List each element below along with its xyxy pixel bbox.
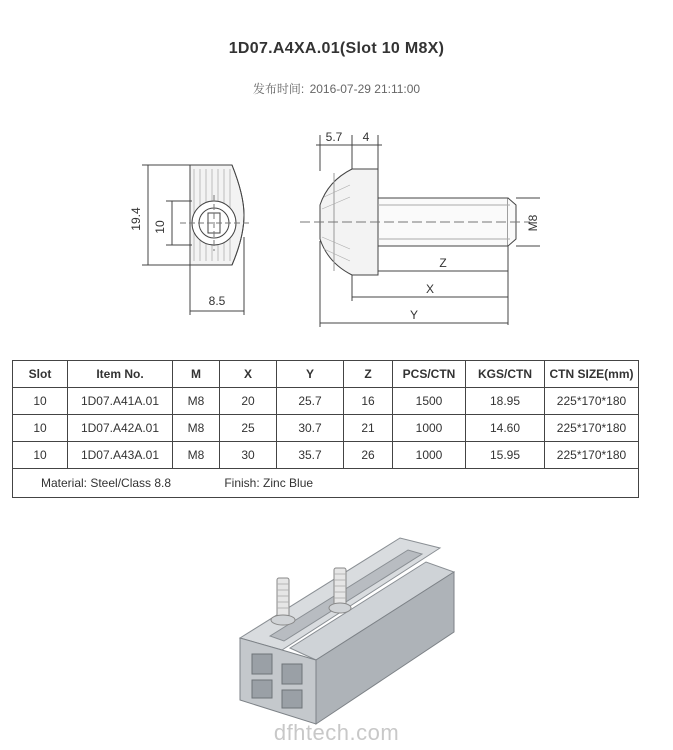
dim-height-label: 19.4 xyxy=(129,207,143,231)
cell: 10 xyxy=(13,388,68,415)
publish-date-value: 2016-07-29 21:11:00 xyxy=(309,82,421,96)
cell: 15.95 xyxy=(466,442,545,469)
col-x: X xyxy=(220,361,277,388)
cell: 225*170*180 xyxy=(545,388,639,415)
dim-width-label: 8.5 xyxy=(208,294,226,308)
dim-x-label: X xyxy=(425,282,435,296)
col-ctn-size: CTN SIZE(mm) xyxy=(545,361,639,388)
cell: 21 xyxy=(344,415,393,442)
cell: 18.95 xyxy=(466,388,545,415)
table-row xyxy=(13,442,639,469)
cell: 1500 xyxy=(393,388,466,415)
col-kgs: KGS/CTN xyxy=(466,361,545,388)
publish-date-label: 发布时间: xyxy=(252,82,305,96)
front-view xyxy=(180,165,252,265)
dim-m-label: M8 xyxy=(526,214,540,232)
spec-table xyxy=(12,360,639,498)
col-z: Z xyxy=(344,361,393,388)
col-m: M xyxy=(173,361,220,388)
col-slot: Slot xyxy=(13,361,68,388)
page-title: 1D07.A4XA.01(Slot 10 M8X) xyxy=(228,40,445,57)
watermark: dfhtech.com xyxy=(273,720,400,745)
technical-drawing xyxy=(120,125,540,335)
cell: 1000 xyxy=(393,415,466,442)
cell: 16 xyxy=(344,388,393,415)
col-item-no: Item No. xyxy=(68,361,173,388)
dim-a-label: 5.7 xyxy=(325,130,343,144)
cell: 25 xyxy=(220,415,277,442)
col-pcs: PCS/CTN xyxy=(393,361,466,388)
side-view xyxy=(300,169,530,275)
table-row xyxy=(13,415,639,442)
cell: 225*170*180 xyxy=(545,415,639,442)
cell: 14.60 xyxy=(466,415,545,442)
dim-y-label: Y xyxy=(409,308,419,322)
cell: 1D07.A41A.01 xyxy=(68,388,173,415)
cell: 26 xyxy=(344,442,393,469)
cell: 1D07.A43A.01 xyxy=(68,442,173,469)
cell: 20 xyxy=(220,388,277,415)
cell: 30.7 xyxy=(277,415,344,442)
cell: 10 xyxy=(13,442,68,469)
cell: M8 xyxy=(173,388,220,415)
dim-z-label: Z xyxy=(439,256,447,270)
cell: 35.7 xyxy=(277,442,344,469)
table-header-row xyxy=(13,361,639,388)
finish-text: Finish: Zinc Blue xyxy=(224,476,314,490)
cell: 1D07.A42A.01 xyxy=(68,415,173,442)
material-text: Material: Steel/Class 8.8 xyxy=(41,476,172,490)
cell: M8 xyxy=(173,442,220,469)
table-footer-row xyxy=(13,469,639,498)
cell: 30 xyxy=(220,442,277,469)
cell: 25.7 xyxy=(277,388,344,415)
product-photo xyxy=(230,528,470,728)
publish-date xyxy=(0,80,673,97)
dim-b-label: 4 xyxy=(362,130,370,144)
material-finish-cell xyxy=(13,469,639,498)
cell: 1000 xyxy=(393,442,466,469)
col-y: Y xyxy=(277,361,344,388)
cell: M8 xyxy=(173,415,220,442)
dim-inner-label: 10 xyxy=(153,220,167,234)
table-row xyxy=(13,388,639,415)
cell: 225*170*180 xyxy=(545,442,639,469)
cell: 10 xyxy=(13,415,68,442)
